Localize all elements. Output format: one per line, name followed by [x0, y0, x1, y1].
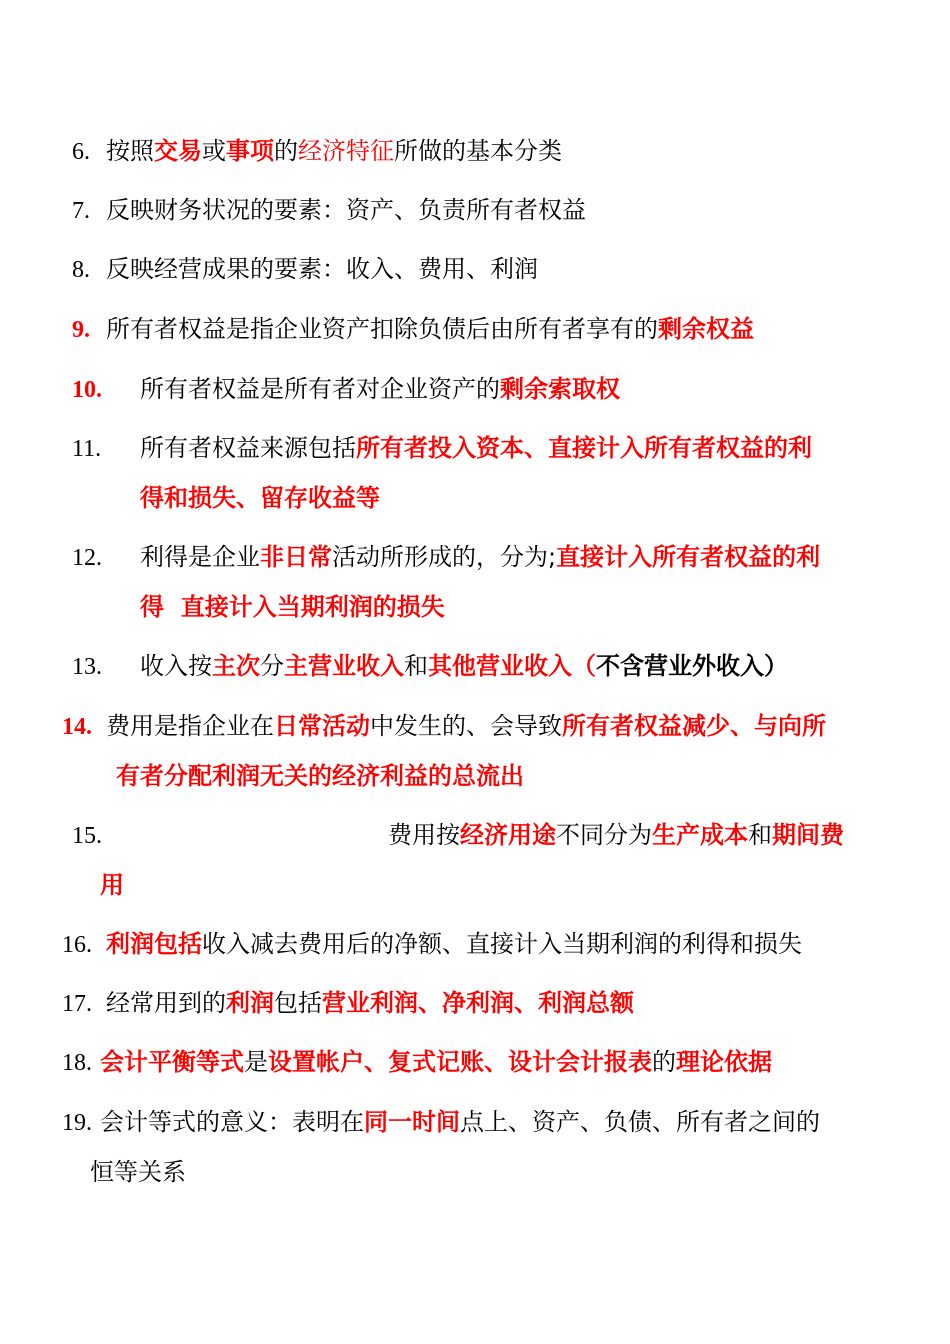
highlight-text: 得 直接计入当期利润的损失: [140, 593, 445, 621]
highlight-text: 经济用途: [460, 821, 556, 849]
item-number: 10.: [72, 377, 102, 403]
item-text: 反映财务状况的要素：资产、负责所有者权益: [106, 196, 586, 224]
list-item-15: [72, 811, 844, 910]
item-text: 经常用到的: [106, 989, 226, 1017]
item-number: 15.: [72, 823, 102, 849]
bold-text: 不含营业外收入）: [596, 652, 788, 680]
item-text: 利得是企业: [140, 543, 260, 571]
item-text: 的: [652, 1048, 676, 1076]
highlight-text: 剩余索取权: [500, 375, 620, 403]
highlight-text: 交易: [154, 137, 202, 165]
list-item-10: [72, 365, 620, 415]
item-text: 收入按: [140, 652, 212, 680]
item-number: 13.: [72, 654, 102, 680]
highlight-text: 其他营业收入（: [428, 652, 596, 680]
item-text: 是: [244, 1048, 268, 1076]
highlight-text: 剩余权益: [658, 315, 754, 343]
item-text: 所有者权益是所有者对企业资产的: [140, 375, 500, 403]
item-text: 活动所形成的，分为;: [332, 543, 557, 571]
highlight-text: 会计平衡等式: [100, 1048, 244, 1076]
list-item-7: [72, 186, 586, 236]
highlight-text: 所有者权益减少、与向所: [562, 712, 826, 740]
item-text: 费用按: [388, 821, 460, 849]
item-text: 中发生的、会导致: [370, 712, 562, 740]
item-number: 8.: [72, 257, 90, 283]
highlight-text: 利润包括: [106, 930, 202, 958]
list-item-11: [72, 424, 812, 523]
item-number: 14.: [62, 714, 92, 740]
item-text: 分: [260, 652, 284, 680]
item-number: 16.: [62, 932, 92, 958]
item-text: 不同分为: [556, 821, 652, 849]
highlight-text: 生产成本: [652, 821, 748, 849]
highlight-text: 直接计入所有者权益的利: [556, 543, 821, 571]
item-number: 6.: [72, 139, 90, 165]
highlight-text: 非日常: [260, 543, 332, 571]
item-number: 12.: [72, 545, 102, 571]
highlight-text: 得和损失、留存收益等: [140, 484, 380, 512]
highlight-text: 事项: [226, 137, 274, 165]
highlight-text: 营业利润、净利润、利润总额: [322, 989, 634, 1017]
item-number: 9.: [72, 317, 90, 343]
item-text: 所做的基本分类: [394, 137, 562, 165]
highlight-text: 利润: [226, 989, 274, 1017]
item-text: 和: [748, 821, 772, 849]
item-text: 反映经营成果的要素：收入、费用、利润: [106, 255, 538, 283]
item-text: 的: [274, 137, 298, 165]
item-text: 会计等式的意义：表明在: [100, 1108, 364, 1136]
item-number: 7.: [72, 198, 90, 224]
list-item-9: [72, 305, 754, 355]
list-item-19: [62, 1098, 820, 1197]
highlight-text: 日常活动: [274, 712, 370, 740]
list-item-12: [72, 533, 820, 632]
list-item-14: [62, 702, 826, 801]
list-item-8: [72, 245, 538, 295]
item-number: 19.: [62, 1110, 92, 1136]
list-item-18: [62, 1038, 772, 1088]
item-text: 和: [404, 652, 428, 680]
highlight-text: 主次: [212, 652, 260, 680]
list-item-16: [62, 920, 802, 970]
highlight-text: 主营业收入: [284, 652, 404, 680]
highlight-text: 所有者投入资本、直接计入所有者权益的利: [356, 434, 812, 462]
item-text: 恒等关系: [90, 1158, 186, 1186]
item-number: 17.: [62, 991, 92, 1017]
highlight-text: 期间费: [772, 821, 844, 849]
item-text: 包括: [274, 989, 322, 1017]
highlight-text: 经济特征: [298, 137, 394, 165]
highlight-text: 同一时间: [364, 1108, 460, 1136]
highlight-text: 有者分配利润无关的经济利益的总流出: [116, 762, 524, 790]
highlight-text: 理论依据: [676, 1048, 772, 1076]
item-text: 点上、资产、负债、所有者之间的: [460, 1108, 820, 1136]
item-text: 所有者权益是指企业资产扣除负债后由所有者享有的: [106, 315, 658, 343]
item-text: 费用是指企业在: [106, 712, 274, 740]
item-text: 所有者权益来源包括: [140, 434, 356, 462]
item-number: 11.: [72, 436, 102, 462]
item-number: 18.: [62, 1050, 92, 1076]
list-item-13: [72, 642, 788, 692]
item-text: 或: [202, 137, 226, 165]
list-item-6: [72, 127, 562, 177]
highlight-text: 设置帐户、复式记账、设计会计报表: [268, 1048, 652, 1076]
item-text: 收入减去费用后的净额、直接计入当期利润的利得和损失: [202, 930, 802, 958]
item-text: 按照: [106, 137, 154, 165]
highlight-text: 用: [100, 871, 124, 899]
list-item-17: [62, 979, 634, 1029]
